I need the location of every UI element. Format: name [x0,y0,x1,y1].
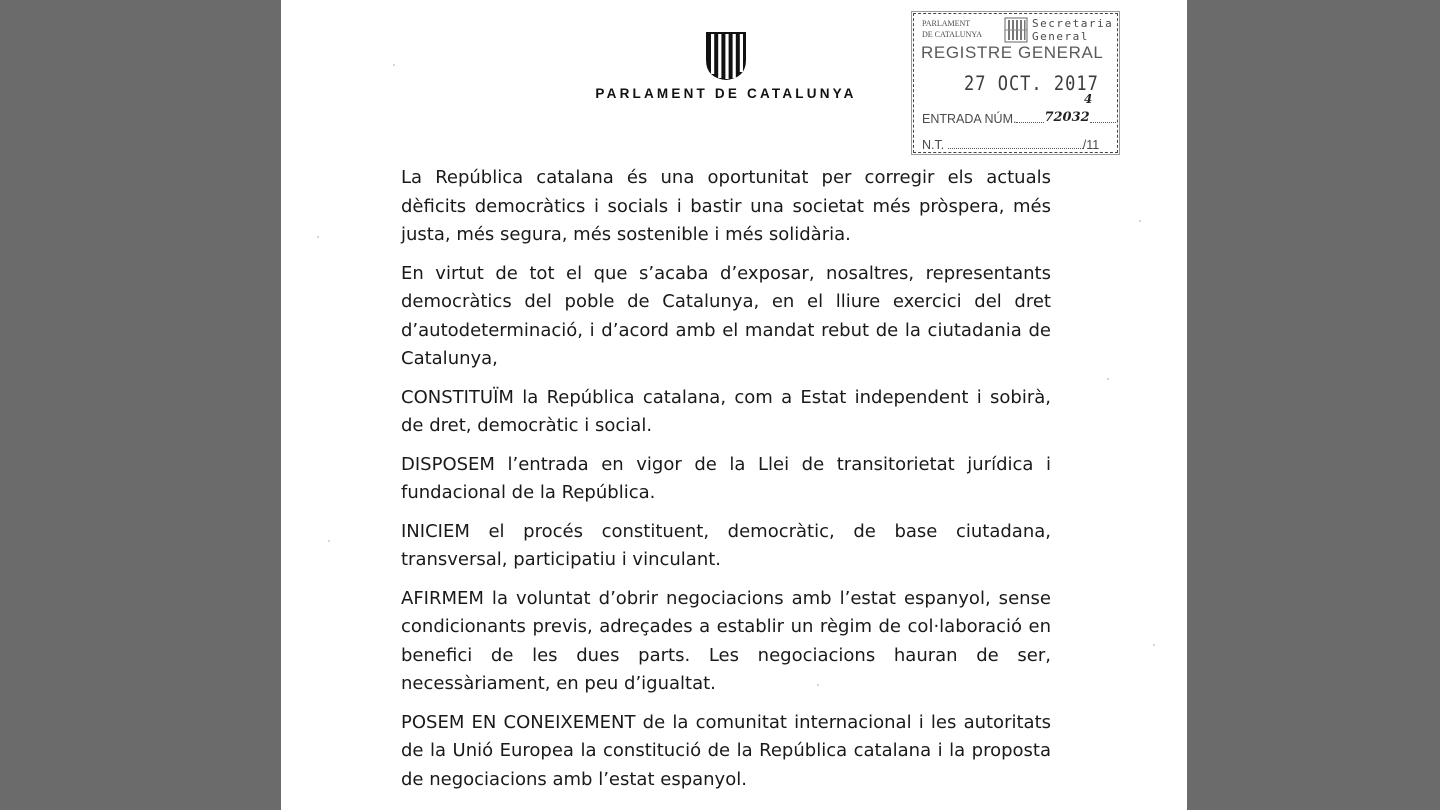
paragraph: La República catalana és una oportunitat per corregir els actuals dèficits democràtics i socials i bastir una societat més pròspera, més justa, més segura, més sostenible i més solidària. [401,167,1051,245]
stamp-nt-row [922,138,1099,152]
paragraph: DISPOSEM l’entrada en vigor de la Llei de transitorietat jurídica i fundacional de la República. [401,453,1051,503]
letterhead [576,30,876,101]
scan-speck [1107,378,1109,380]
stamp-entry-dots [1016,122,1044,123]
stamp-entry-dots-trailing [1090,122,1116,123]
scan-speck [817,684,819,686]
paragraph: POSEM EN CONEIXEMENT de la comunitat internacional i les autoritats de la Unió Europea la constitució de la República catalana i la proposta de negociacions amb l’estat espanyol. [401,711,1051,790]
stamp-org-line1: PARLAMENT [922,19,971,28]
scan-speck [317,236,319,238]
scan-speck [1153,644,1155,646]
stamp-org-line2: DE CATALUNYA [922,30,983,39]
paragraph: INICIEM el procés constituent, democràtic, de base ciutadana, transversal, participatiu i vinculant. [401,520,1051,570]
institution-name: PARLAMENT DE CATALUNYA [595,86,857,101]
declaration-body [401,164,1051,804]
stamp-date: 27 OCT. 2017 [964,72,1099,96]
stamp-organization [922,18,982,40]
stamp-dept-line1: Secretaria [1032,17,1114,30]
paragraph: CONSTITUÏM la República catalana, com a Estat independent i sobirà, de dret, democràtic i social. [401,386,1051,436]
stamp-registry-title: REGISTRE GENERAL [921,43,1104,62]
senyera-emblem-icon [704,30,748,82]
scan-speck [1139,220,1141,222]
stamp-entry-label: ENTRADA NÚM. [922,112,1017,126]
stamp-nt-dots [948,148,1083,149]
scan-speck [393,64,395,66]
stamp-nt-suffix: /11 [1082,138,1100,152]
stamp-entry-number: 72032 [1044,110,1090,125]
stamp-entry-superscript: 4 [1084,92,1093,106]
paragraph: En virtut de tot el que s’acaba d’exposar, nosaltres, representants democràtics del poble de Catalunya, en el lliure exercici del dret d’autodeterminació, i d’acord amb el mandat rebut de la ciutadania de Catalunya, [401,262,1051,369]
registry-stamp [913,13,1118,153]
stamp-nt-label: N.T. [922,138,945,152]
paragraph: AFIRMEM la voluntat d’obrir negociacions amb l’estat espanyol, sense condicionants previs, adreçades a establir un règim de col·laboració en benefici de les dues parts. Les negociacions hauran de ser, necessàriament, en peu d’igualtat. [401,587,1051,694]
stamp-entry-row [922,112,1116,127]
parliament-seal-icon [1004,17,1028,43]
stamp-department [1032,17,1113,43]
scan-speck [328,540,330,542]
document-page [281,0,1187,810]
stamp-dept-line2: General [1032,30,1089,43]
